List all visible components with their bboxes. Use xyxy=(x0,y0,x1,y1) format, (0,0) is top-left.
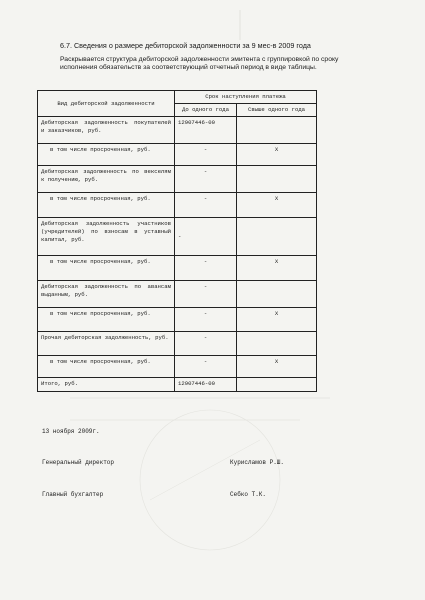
row-label: Дебиторская задолженность по авансам выданным, руб. xyxy=(38,281,175,308)
row-value-over-year xyxy=(237,117,317,144)
table-row xyxy=(38,308,317,332)
row-label: Дебиторская задолженность покупателей и заказчиков, руб. xyxy=(38,117,175,144)
row-value-over-year xyxy=(237,166,317,193)
row-value-over-year xyxy=(237,281,317,308)
row-value-under-year: - xyxy=(175,308,237,332)
row-value-under-year: - xyxy=(175,144,237,166)
section-heading: 6.7. Сведения о размере дебиторской задолженности за 9 мес-в 2009 года xyxy=(60,41,311,50)
table-header-row xyxy=(38,91,317,104)
table-row xyxy=(38,193,317,218)
row-value-over-year xyxy=(237,332,317,356)
row-value-under-year: - xyxy=(175,281,237,308)
accountant-title: Главный бухгалтер xyxy=(42,491,104,498)
row-label: в том числе просроченная, руб. xyxy=(38,144,175,166)
row-value-under-year: - xyxy=(175,256,237,281)
table-row xyxy=(38,117,317,144)
accountant-name: Себко Т.К. xyxy=(230,491,267,498)
row-value-under-year: 12907446-00 xyxy=(175,378,237,392)
row-label: в том числе просроченная, руб. xyxy=(38,308,175,332)
table-row xyxy=(38,166,317,193)
table-row xyxy=(38,281,317,308)
receivables-table xyxy=(37,90,317,392)
table-row xyxy=(38,144,317,166)
row-value-under-year: - xyxy=(175,193,237,218)
row-value-under-year: - xyxy=(175,356,237,378)
col-header-term: Срок наступления платежа xyxy=(175,91,317,104)
table-row xyxy=(38,332,317,356)
row-value-over-year: X xyxy=(237,193,317,218)
col-header-under-year: До одного года xyxy=(175,104,237,117)
row-label: в том числе просроченная, руб. xyxy=(38,256,175,281)
row-value-over-year xyxy=(237,378,317,392)
row-value-over-year: X xyxy=(237,144,317,166)
intro-paragraph: Раскрывается структура дебиторской задолженности эмитента с группировкой по сроку исполнения обязательств за соответствующий отчетный период в виде таблицы. xyxy=(60,56,339,72)
row-value-over-year xyxy=(237,218,317,256)
row-value-over-year: X xyxy=(237,308,317,332)
col-header-over-year: Свыше одного года xyxy=(237,104,317,117)
document-date: 13 ноября 2009г. xyxy=(42,428,100,435)
row-label: Итого, руб. xyxy=(38,378,175,392)
row-value-over-year: X xyxy=(237,356,317,378)
table-row-total xyxy=(38,378,317,392)
row-label: в том числе просроченная, руб. xyxy=(38,193,175,218)
row-value-under-year: 12907446-00 xyxy=(175,117,237,144)
director-title: Генеральный директор xyxy=(42,459,115,466)
row-value-over-year: X xyxy=(237,256,317,281)
row-label: Дебиторская задолженность участников (учредителей) по взносам в уставный капитал, руб. xyxy=(38,218,175,256)
row-value-under-year: - xyxy=(175,332,237,356)
col-header-type: Вид дебиторской задолженности xyxy=(38,91,175,117)
table-row xyxy=(38,218,317,256)
row-label: Дебиторская задолженность по векселям к получению, руб. xyxy=(38,166,175,193)
row-label: в том числе просроченная, руб. xyxy=(38,356,175,378)
row-label: Прочая дебиторская задолженность, руб. xyxy=(38,332,175,356)
table-row xyxy=(38,256,317,281)
row-value-under-year: - xyxy=(175,218,237,256)
table-row xyxy=(38,356,317,378)
director-name: Курисламов Р.Ш. xyxy=(230,459,285,466)
row-value-under-year: - xyxy=(175,166,237,193)
